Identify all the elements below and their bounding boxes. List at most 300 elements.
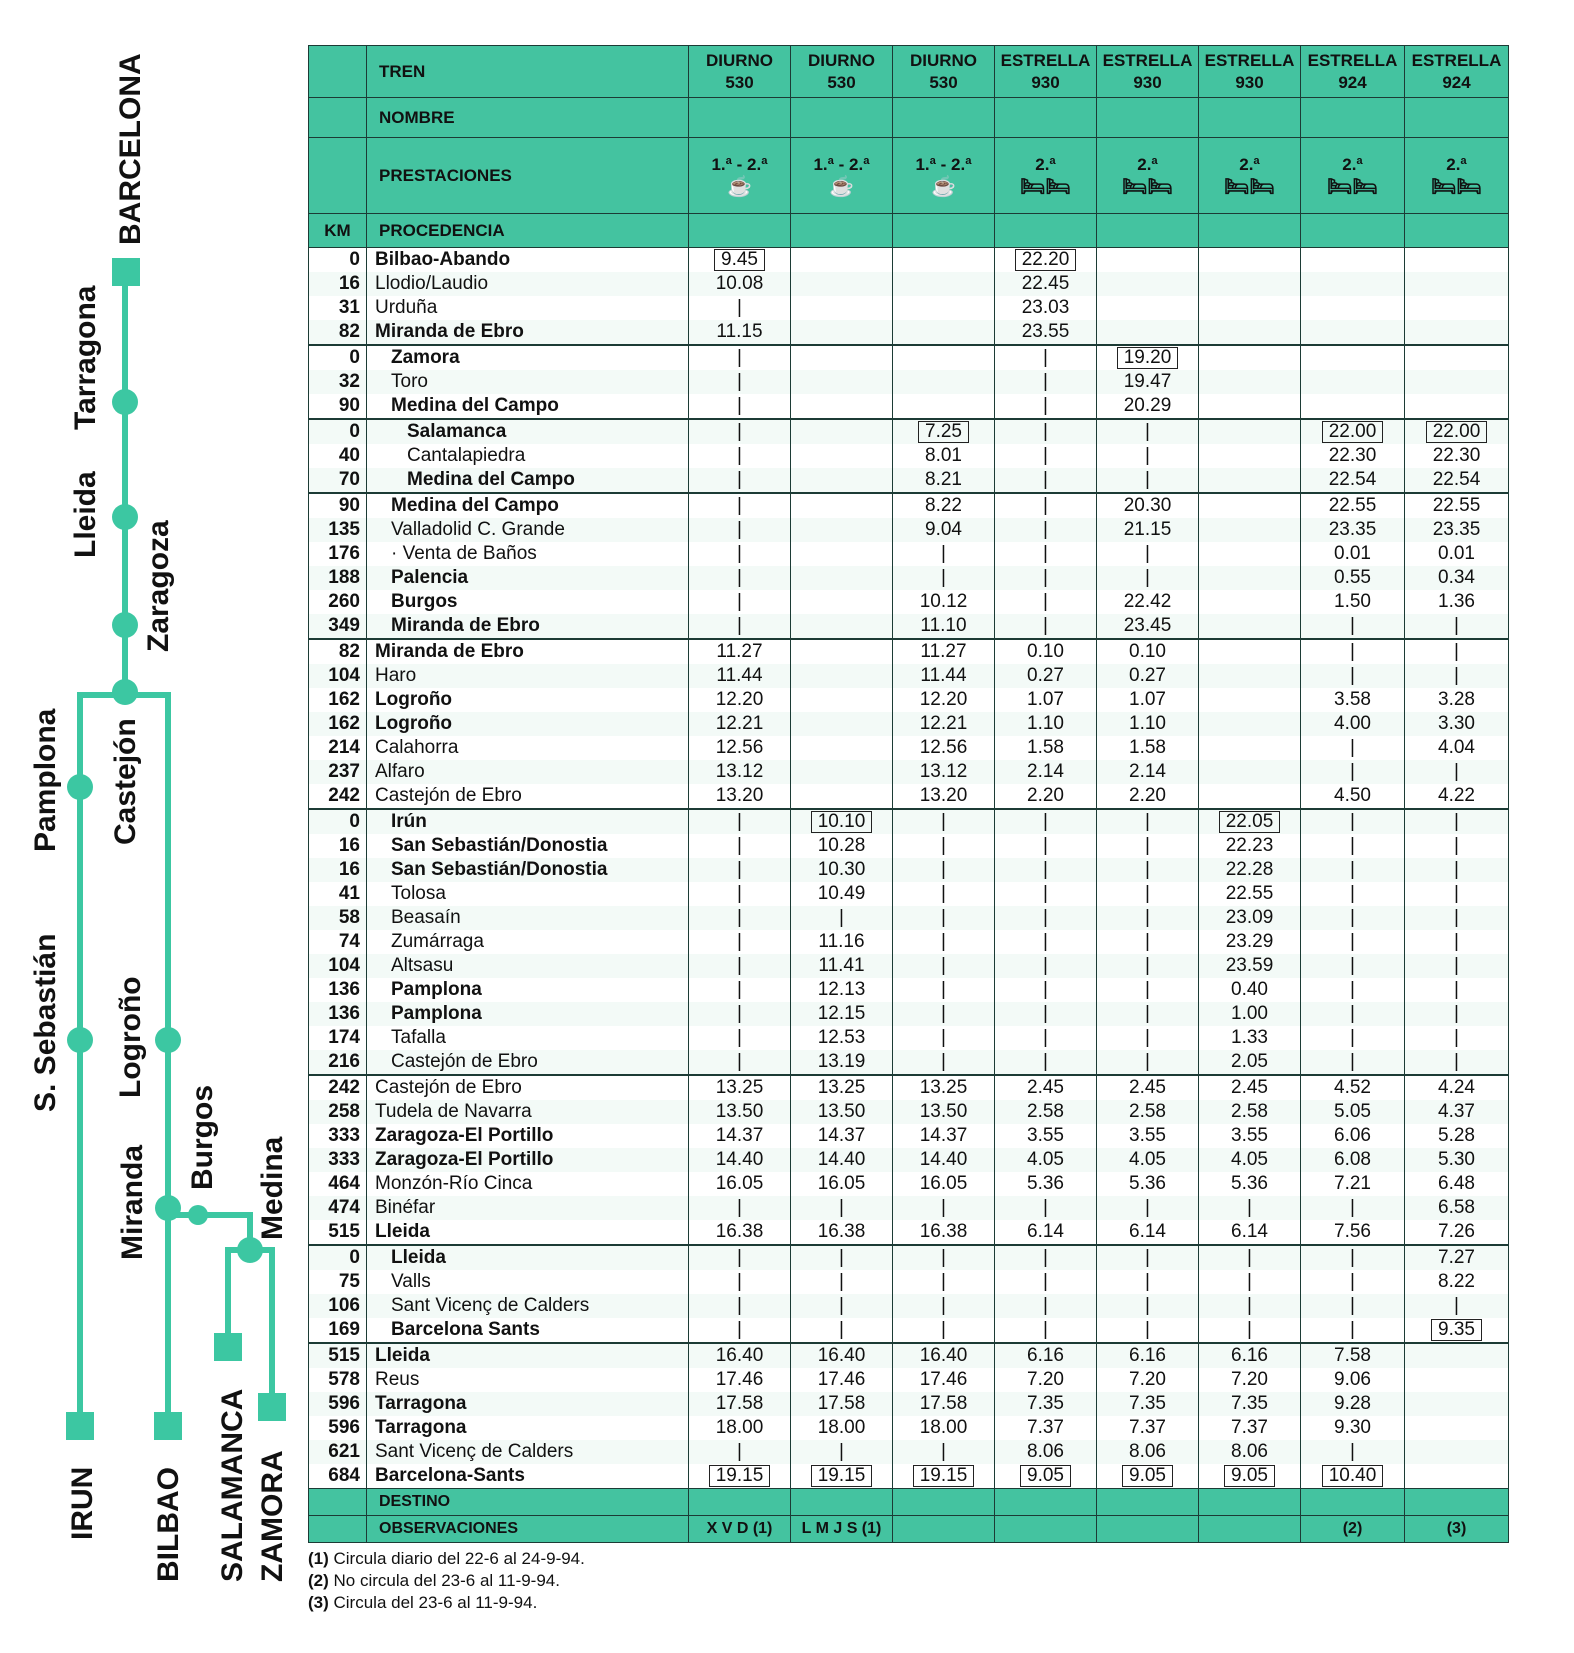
time-cell: [1405, 784, 1509, 809]
time-value: 22.00: [1426, 421, 1488, 443]
time-value: 10.49: [817, 883, 866, 904]
time-value: 9.05: [1020, 1465, 1071, 1487]
train-header: DIURNO 530: [689, 46, 791, 98]
timetable-row: [309, 1294, 1509, 1318]
time-cell: [893, 882, 995, 906]
barcelona-terminal: [112, 258, 140, 286]
time-cell: [1301, 1245, 1405, 1270]
time-cell: [689, 809, 791, 834]
nombre-label: NOMBRE: [367, 98, 689, 138]
time-value: 11.44: [920, 665, 967, 686]
station-name: Zumárraga: [367, 930, 689, 954]
station-name: Alfaro: [367, 760, 689, 784]
time-cell: [689, 1172, 791, 1196]
time-cell: [689, 296, 791, 320]
berth-icon: 🛏🛏: [1020, 175, 1071, 198]
time-value: |: [1454, 1027, 1459, 1048]
time-cell: [995, 296, 1097, 320]
time-cell: [1199, 248, 1301, 273]
time-value: 2.05: [1231, 1051, 1268, 1072]
time-cell: [791, 736, 893, 760]
time-value: 17.46: [715, 1369, 764, 1390]
time-value: |: [941, 979, 946, 1000]
time-cell: [689, 1392, 791, 1416]
time-cell: [1199, 566, 1301, 590]
time-cell: [689, 736, 791, 760]
km-value: 0: [309, 1245, 367, 1270]
time-value: 7.37: [1231, 1417, 1268, 1438]
km-value: 260: [309, 590, 367, 614]
timetable-row: [309, 858, 1509, 882]
time-cell: [1097, 248, 1199, 273]
km-value: 0: [309, 809, 367, 834]
time-value: |: [839, 1295, 844, 1316]
time-cell: [1301, 1075, 1405, 1100]
time-cell: [1405, 1294, 1509, 1318]
map-label-medina: Medina: [256, 1136, 289, 1240]
time-cell: [1199, 1002, 1301, 1026]
time-cell: [995, 1172, 1097, 1196]
timetable-row: [309, 1343, 1509, 1368]
time-cell: [1199, 1294, 1301, 1318]
berth-icon: 🛏🛏: [1224, 175, 1275, 198]
time-cell: [995, 320, 1097, 345]
time-cell: [689, 1124, 791, 1148]
time-value: |: [1247, 1197, 1252, 1218]
time-cell: [1199, 370, 1301, 394]
time-cell: [791, 930, 893, 954]
time-value: 16.40: [817, 1345, 866, 1366]
time-cell: [791, 978, 893, 1002]
timetable-row: [309, 468, 1509, 493]
time-cell: [1301, 712, 1405, 736]
timetable-row: [309, 394, 1509, 419]
station-name: Medina del Campo: [367, 493, 689, 518]
time-cell: [1301, 1050, 1405, 1075]
time-cell: [995, 834, 1097, 858]
time-cell: [791, 493, 893, 518]
time-cell: [1097, 1392, 1199, 1416]
station-name: Beasaín: [367, 906, 689, 930]
time-cell: [1301, 954, 1405, 978]
time-value: |: [1145, 567, 1150, 588]
time-cell: [1199, 444, 1301, 468]
time-cell: [1097, 1294, 1199, 1318]
time-value: 5.30: [1438, 1149, 1475, 1170]
time-cell: [1405, 1318, 1509, 1343]
time-value: 9.35: [1431, 1319, 1482, 1341]
time-value: 23.09: [1225, 907, 1274, 928]
time-cell: [1097, 1464, 1199, 1489]
timetable-row: [309, 882, 1509, 906]
time-cell: [893, 1440, 995, 1464]
km-value: 349: [309, 614, 367, 639]
time-value: |: [1043, 567, 1048, 588]
time-cell: [689, 1343, 791, 1368]
time-value: 4.22: [1438, 785, 1475, 806]
time-value: 13.12: [919, 761, 968, 782]
time-value: 1.07: [1129, 689, 1166, 710]
time-cell: [689, 542, 791, 566]
timetable-row: [309, 370, 1509, 394]
time-cell: [689, 906, 791, 930]
time-value: 14.37: [715, 1125, 764, 1146]
time-value: |: [1145, 955, 1150, 976]
time-cell: [1199, 809, 1301, 834]
time-value: 1.50: [1334, 591, 1371, 612]
time-cell: [893, 542, 995, 566]
time-cell: [995, 1318, 1097, 1343]
time-cell: [1405, 419, 1509, 444]
time-value: 17.58: [715, 1393, 764, 1414]
time-cell: [893, 760, 995, 784]
timetable-row: [309, 664, 1509, 688]
time-cell: [893, 1343, 995, 1368]
time-cell: [995, 1294, 1097, 1318]
time-value: 4.00: [1334, 713, 1371, 734]
time-cell: [893, 1196, 995, 1220]
km-value: 58: [309, 906, 367, 930]
station-name: Castejón de Ebro: [367, 784, 689, 809]
time-value: 7.35: [1231, 1393, 1268, 1414]
time-cell: [1405, 688, 1509, 712]
time-value: |: [1350, 955, 1355, 976]
time-cell: [1097, 370, 1199, 394]
time-value: 7.26: [1438, 1221, 1475, 1242]
time-value: |: [941, 1197, 946, 1218]
time-value: 7.35: [1129, 1393, 1166, 1414]
time-cell: [791, 542, 893, 566]
station-name: Logroño: [367, 712, 689, 736]
time-cell: [1301, 1124, 1405, 1148]
time-value: |: [1350, 883, 1355, 904]
prestaciones-label: PRESTACIONES: [367, 138, 689, 214]
time-cell: [689, 1148, 791, 1172]
time-value: |: [1043, 811, 1048, 832]
footnote: (2) No circula del 23-6 al 11-9-94.: [308, 1571, 560, 1590]
time-cell: [893, 614, 995, 639]
time-cell: [1405, 1124, 1509, 1148]
time-value: |: [737, 1197, 742, 1218]
station-name: Calahorra: [367, 736, 689, 760]
time-value: 12.53: [817, 1027, 866, 1048]
time-cell: [1301, 978, 1405, 1002]
time-cell: [689, 419, 791, 444]
time-value: 2.58: [1129, 1101, 1166, 1122]
time-cell: [893, 296, 995, 320]
time-cell: [689, 590, 791, 614]
time-value: 1.10: [1129, 713, 1166, 734]
km-value: 82: [309, 639, 367, 664]
time-cell: [995, 1270, 1097, 1294]
map-label-bilbao: BILBAO: [152, 1467, 185, 1582]
time-cell: [689, 712, 791, 736]
time-cell: [689, 1440, 791, 1464]
time-value: 20.30: [1123, 495, 1172, 516]
timetable-row: [309, 493, 1509, 518]
km-value: 82: [309, 320, 367, 345]
time-value: 11.41: [818, 955, 865, 976]
time-value: 4.24: [1438, 1077, 1475, 1098]
time-cell: [995, 1148, 1097, 1172]
time-cell: [1405, 296, 1509, 320]
map-label-lleida: Lleida: [69, 471, 102, 558]
time-cell: [995, 542, 1097, 566]
berth-icon: 🛏🛏: [1431, 175, 1482, 198]
km-value: 90: [309, 394, 367, 419]
km-value: 16: [309, 272, 367, 296]
time-cell: [791, 320, 893, 345]
time-cell: [893, 978, 995, 1002]
time-cell: [1097, 1002, 1199, 1026]
time-value: 14.37: [817, 1125, 866, 1146]
time-cell: [1405, 906, 1509, 930]
time-cell: [1301, 272, 1405, 296]
time-value: 0.27: [1129, 665, 1166, 686]
time-cell: [995, 272, 1097, 296]
time-cell: [1405, 1075, 1509, 1100]
time-cell: [995, 664, 1097, 688]
time-cell: [995, 1464, 1097, 1489]
time-cell: [791, 272, 893, 296]
time-cell: [1301, 736, 1405, 760]
time-value: 0.55: [1334, 567, 1371, 588]
map-label-san-sebastian: S. Sebastián: [29, 933, 62, 1112]
cafeteria-icon: ☕: [829, 175, 854, 198]
time-value: |: [1145, 469, 1150, 490]
time-cell: [1097, 296, 1199, 320]
time-cell: [1097, 272, 1199, 296]
time-value: 11.15: [716, 321, 763, 342]
time-cell: [1301, 639, 1405, 664]
time-value: 22.30: [1432, 445, 1481, 466]
train-header: ESTRELLA 930: [1199, 46, 1301, 98]
time-cell: [1097, 468, 1199, 493]
time-value: |: [1145, 835, 1150, 856]
time-value: 17.58: [817, 1393, 866, 1414]
train-header: ESTRELLA 930: [1097, 46, 1199, 98]
station-name: Irún: [367, 809, 689, 834]
time-cell: [791, 1148, 893, 1172]
time-value: |: [737, 591, 742, 612]
time-cell: [1301, 1172, 1405, 1196]
time-value: 0.34: [1438, 567, 1475, 588]
time-cell: [1097, 736, 1199, 760]
time-cell: [1097, 639, 1199, 664]
map-label-salamanca: SALAMANCA: [216, 1388, 249, 1582]
time-cell: [1301, 688, 1405, 712]
time-value: |: [941, 859, 946, 880]
map-label-miranda: Miranda: [116, 1144, 149, 1260]
time-cell: [1097, 542, 1199, 566]
time-value: |: [839, 1247, 844, 1268]
time-cell: [791, 248, 893, 273]
timetable-row: [309, 834, 1509, 858]
time-value: 5.36: [1231, 1173, 1268, 1194]
km-value: 578: [309, 1368, 367, 1392]
km-value: 333: [309, 1148, 367, 1172]
timetable-row: [309, 1100, 1509, 1124]
time-cell: [1405, 444, 1509, 468]
time-value: 13.50: [817, 1101, 866, 1122]
time-value: |: [941, 835, 946, 856]
time-value: 8.22: [925, 495, 962, 516]
station-name: Reus: [367, 1368, 689, 1392]
time-value: 12.21: [919, 713, 968, 734]
time-value: |: [737, 495, 742, 516]
time-value: 16.40: [919, 1345, 968, 1366]
station-name: Bilbao-Abando: [367, 248, 689, 273]
km-value: 0: [309, 345, 367, 370]
time-cell: [791, 614, 893, 639]
time-value: |: [1145, 1027, 1150, 1048]
time-value: 23.29: [1225, 931, 1274, 952]
time-value: |: [1145, 883, 1150, 904]
time-value: |: [1043, 445, 1048, 466]
time-value: 13.25: [817, 1077, 866, 1098]
time-cell: [1405, 272, 1509, 296]
time-value: 12.20: [919, 689, 968, 710]
time-value: 22.45: [1021, 273, 1070, 294]
time-cell: [1097, 1148, 1199, 1172]
time-cell: [1405, 248, 1509, 273]
time-cell: [1199, 518, 1301, 542]
time-cell: [893, 1318, 995, 1343]
time-value: |: [1350, 1003, 1355, 1024]
time-cell: [995, 394, 1097, 419]
time-cell: [1097, 664, 1199, 688]
time-value: 22.23: [1225, 835, 1274, 856]
station-name: Castejón de Ebro: [367, 1075, 689, 1100]
time-cell: [995, 760, 1097, 784]
time-value: |: [1145, 1197, 1150, 1218]
time-cell: [1097, 1343, 1199, 1368]
time-cell: [1097, 1270, 1199, 1294]
time-value: 14.40: [817, 1149, 866, 1170]
time-cell: [1097, 419, 1199, 444]
time-value: 0.27: [1027, 665, 1064, 686]
time-value: |: [1145, 1003, 1150, 1024]
time-value: 7.56: [1334, 1221, 1371, 1242]
time-value: |: [1350, 1027, 1355, 1048]
time-cell: [1405, 760, 1509, 784]
time-cell: [995, 1220, 1097, 1245]
time-cell: [893, 906, 995, 930]
time-value: 16.40: [715, 1345, 764, 1366]
time-cell: [893, 1294, 995, 1318]
time-cell: [791, 712, 893, 736]
time-cell: [1199, 664, 1301, 688]
time-cell: [995, 1026, 1097, 1050]
time-value: 9.30: [1334, 1417, 1371, 1438]
time-cell: [1097, 1245, 1199, 1270]
time-cell: [791, 1440, 893, 1464]
time-value: 10.08: [715, 273, 764, 294]
time-cell: [1301, 1440, 1405, 1464]
time-cell: [1301, 760, 1405, 784]
timetable-row: [309, 1075, 1509, 1100]
time-value: |: [1454, 761, 1459, 782]
time-value: |: [737, 979, 742, 1000]
time-cell: [1199, 1026, 1301, 1050]
station-name: Haro: [367, 664, 689, 688]
time-value: |: [1145, 1247, 1150, 1268]
time-value: 0.01: [1438, 543, 1475, 564]
time-cell: [1097, 1026, 1199, 1050]
cafeteria-icon: ☕: [931, 175, 956, 198]
header-spacer: [309, 138, 367, 214]
time-value: 13.50: [715, 1101, 764, 1122]
observaciones-label: OBSERVACIONES: [367, 1516, 689, 1543]
time-value: |: [1350, 1295, 1355, 1316]
timetable-row: [309, 639, 1509, 664]
time-cell: [1301, 1026, 1405, 1050]
time-cell: [1199, 1124, 1301, 1148]
time-cell: [1199, 1075, 1301, 1100]
time-value: 7.20: [1129, 1369, 1166, 1390]
time-cell: [1301, 542, 1405, 566]
time-cell: [893, 590, 995, 614]
time-value: 13.25: [919, 1077, 968, 1098]
time-cell: [995, 248, 1097, 273]
time-cell: [689, 1050, 791, 1075]
time-cell: [995, 930, 1097, 954]
timetable-row: [309, 419, 1509, 444]
timetable-row: [309, 736, 1509, 760]
time-cell: [893, 566, 995, 590]
time-value: 13.12: [715, 761, 764, 782]
time-cell: [1405, 1196, 1509, 1220]
observation: [893, 1516, 995, 1543]
station-name: Lleida: [367, 1220, 689, 1245]
timetable-row: [309, 978, 1509, 1002]
time-cell: [1301, 493, 1405, 518]
time-cell: [1405, 1026, 1509, 1050]
timetable-row: [309, 760, 1509, 784]
time-cell: [893, 1368, 995, 1392]
time-cell: [791, 468, 893, 493]
time-value: 16.05: [817, 1173, 866, 1194]
time-cell: [995, 1245, 1097, 1270]
time-value: 7.27: [1438, 1247, 1475, 1268]
time-cell: [1199, 345, 1301, 370]
time-cell: [791, 1245, 893, 1270]
time-cell: [689, 1294, 791, 1318]
time-cell: [791, 906, 893, 930]
time-cell: [995, 518, 1097, 542]
time-value: 18.00: [817, 1417, 866, 1438]
time-cell: [1199, 1368, 1301, 1392]
time-cell: [1405, 1002, 1509, 1026]
time-cell: [1405, 1148, 1509, 1172]
km-value: 515: [309, 1220, 367, 1245]
time-cell: [893, 664, 995, 688]
time-cell: [893, 493, 995, 518]
time-value: |: [1454, 665, 1459, 686]
time-cell: [689, 493, 791, 518]
time-cell: [1199, 978, 1301, 1002]
timetable: TREN DIURNO 530 DIURNO 530 DIURNO 530 ESTRELLA 930 ESTRELLA 930 ESTRELLA 930 ESTRELLA 924 ESTRELLA 924 NOMBRE PRESTACIONES 1.ª - 2.ª ☕ 1.ª - 2.ª ☕ 1.ª - 2.ª ☕ 2.ª 🛏🛏 2.ª 🛏🛏 2.ª 🛏🛏 2.ª 🛏🛏 2.ª 🛏🛏 KM PROCEDENCIA 0 Bilbao-Abando 9.45 22.20 16 Llodio/Laudio 10.08 22.45 31 Urduña | 23.03 82 Miranda de Ebro 11.15 23.55 0 Zamora | | 19.20 32 Toro | | 19.47 90 Medina del Campo | | 20.29 0 Salamanca | 7.25 | | 22.00 22.00 40 Cantalapiedra | 8.01 | | 22.30 22.30 70 Medina del Campo | 8.21 | | 22.54 22.54 90 Medina del Campo | 8.22 | 20.30 22.55 22.55 135 Valladolid C. Grande | 9.04 | 21.15 23.35 23.35 176 · Venta de Baños | | | | 0.01 0.01 188 Palencia | | | | 0.55 0.34 260 Burgos | 10.12 | 22.42 1.50 1.36 349 Miranda de Ebro | 11.10 | 23.45 | | 82 Miranda de Ebro 11.27 11.27 0.10 0.10 | | 104 Haro 11.44 11.44 0.27 0.27 | | 162 Logroño 12.20 12.20 1.07 1.07 3.58 3.28 162 Logroño 12.21 12.21 1.10 1.10 4.00 3.30 214 Calahorra 12.56 12.56 1.58 1.58 | 4.04 237 Alfaro 13.12 13.12 2.14 2.14 | | 242 Castejón de Ebro 13.20 13.20 2.20 2.20 4.50 4.22 0 Irún | 10.10 | | | 22.05 | | 16 San Sebastián/Donostia | 10.28 | | | 22.23 | | 16 San Sebastián/Donostia | 10.30 | | | 22.28 | | 41 Tolosa | 10.49 | | | 22.55 | | 58 Beasaín | | | | | 23.09 | | 74 Zumárraga | 11.16 | | | 23.29 | | 104 Altsasu | 11.41 | | | 23.59 | | 136 Pamplona | 12.13 | | | 0.40 | | 136 Pamplona | 12.15 | | | 1.00 | | 174 Tafalla | 12.53 | | | 1.33 | | 216 Castejón de Ebro | 13.19 | | | 2.05 | | 242 Castejón de Ebro 13.25 13.25 13.25 2.45 2.45 2.45 4.52 4.24 258 Tudela de Navarra 13.50 13.50 13.50 2.58 2.58 2.58 5.05 4.37 333 Zaragoza-El Portillo 14.37 14.37 14.37 3.55 3.55 3.55 6.06 5.28 333 Zaragoza-El Portillo 14.40 14.40 14.40 4.05 4.05 4.05 6.08 5.30 464 Monzón-Río Cinca 16.05 16.05 16.05 5.36 5.36 5.36 7.21 6.48 474 Binéfar | | | | | | | 6.58 515 Lleida 16.38 16.38 16.38 6.14 6.14 6.14 7.56 7.26 0 Lleida | | | | | | | 7.27 75 Valls | | | | | | | 8.22 106 Sant Vicenç de Calders | | | | | | | | 169 Barcelona Sants | | | | | | | 9.35 515 Lleida 16.40 16.40 16.40 6.16 6.16 6.16 7.58 578 Reus 17.46 17.46 17.46 7.20 7.20 7.20 9.06 596 Tarragona 17.58 17.58 17.58 7.35 7.35 7.35 9.28 596 Tarragona 18.00 18.00 18.00 7.37 7.37 7.37 9.30 621 Sant Vicenç de Calders | | | 8.06 8.06 8.06 | 684 Barcelona-Sants 19.15 19.15 19.15 9.05 9.05 9.05 10.40 DESTINO OBSERVACIONES X V D (1) L M J S (1) (2) (3): [308, 45, 1509, 1543]
time-cell: [893, 954, 995, 978]
time-value: 8.06: [1231, 1441, 1268, 1462]
time-cell: [1199, 1050, 1301, 1075]
miranda-stop: [155, 1195, 181, 1221]
time-value: 2.45: [1129, 1077, 1166, 1098]
time-cell: [689, 1100, 791, 1124]
time-value: 10.30: [817, 859, 866, 880]
time-cell: [791, 954, 893, 978]
time-value: 9.04: [925, 519, 962, 540]
